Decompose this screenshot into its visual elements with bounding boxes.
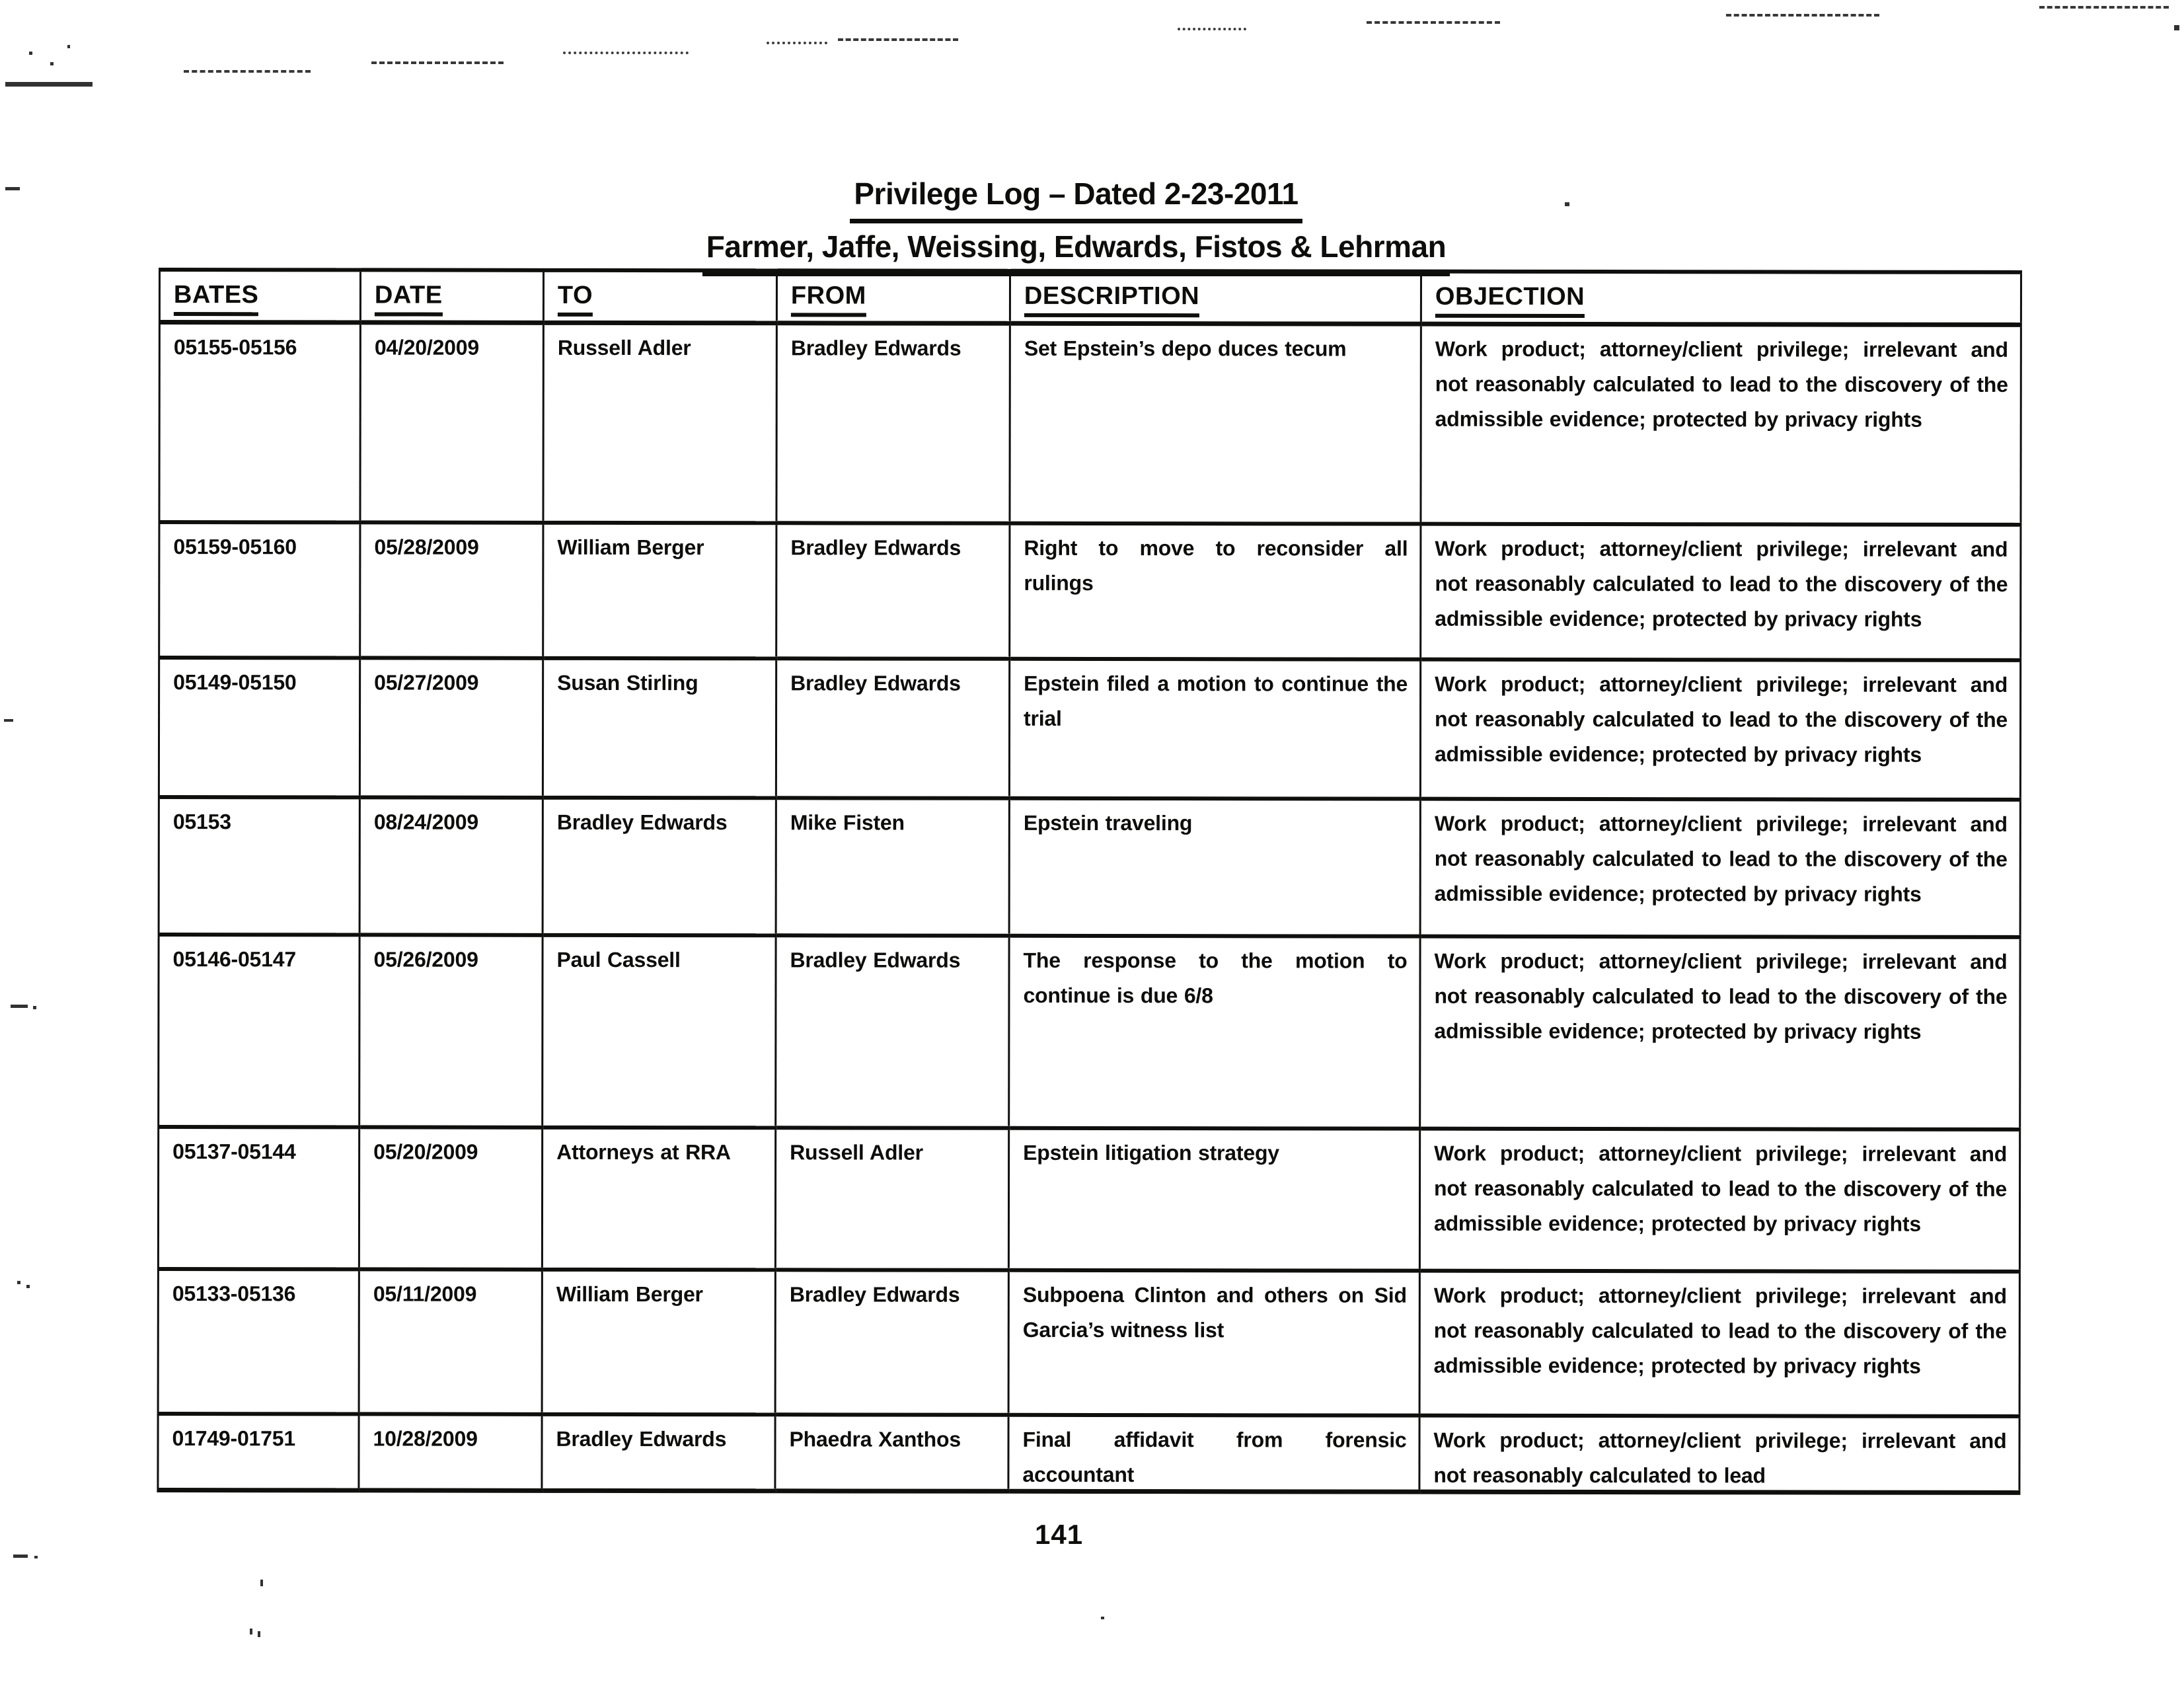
table-row xyxy=(158,1414,2019,1492)
cell-description xyxy=(1008,1415,1419,1492)
cell-to xyxy=(543,523,776,658)
cell-from xyxy=(776,658,1009,798)
cell-text-description: Final affidavit from forensic accountant xyxy=(1022,1427,1407,1487)
cell-text-from: Phaedra Xanthos xyxy=(789,1427,961,1451)
cell-text-to: Russell Adler xyxy=(557,335,691,360)
cell-objection xyxy=(1421,324,2021,525)
scan-artifact xyxy=(67,45,70,48)
cell-text-date: 05/28/2009 xyxy=(374,535,479,559)
table-row xyxy=(159,522,2021,660)
cell-text-description: Epstein filed a motion to continue the trial xyxy=(1024,671,1408,730)
cell-from xyxy=(776,935,1009,1128)
cell-description xyxy=(1009,798,1420,937)
cell-text-to: Bradley Edwards xyxy=(556,1426,727,1451)
scan-artifact xyxy=(2174,25,2179,30)
scan-artifact xyxy=(13,1555,28,1558)
cell-text-objection: Work product; attorney/client privilege; irrelevant and not reasonably calculated to lead to the discovery of the admissible evidence; protected by privacy rights xyxy=(1435,536,2008,631)
table-row xyxy=(158,1269,2019,1416)
scan-artifact xyxy=(5,82,93,87)
cell-description xyxy=(1009,936,1420,1129)
scan-artifact xyxy=(1367,21,1500,24)
cell-text-description: The response to the motion to continue is due 6/8 xyxy=(1023,948,1408,1008)
header-row xyxy=(159,270,2021,325)
cell-text-to: Bradley Edwards xyxy=(556,810,728,835)
cell-to xyxy=(542,1414,775,1491)
cell-date xyxy=(360,323,543,523)
table-row xyxy=(159,935,2020,1130)
table-row xyxy=(158,1127,2019,1272)
cell-from xyxy=(776,523,1010,658)
cell-text-date: 04/20/2009 xyxy=(374,335,480,360)
cell-objection xyxy=(1420,799,2020,937)
cell-objection xyxy=(1420,660,2020,800)
cell-text-from: Russell Adler xyxy=(790,1140,923,1165)
privilege-log-table xyxy=(157,268,2022,1495)
scan-artifact xyxy=(1726,14,1879,17)
cell-text-objection: Work product; attorney/client privilege; irrelevant and not reasonably calculated to lead to the discovery of the admissible evidence; protected by privacy rights xyxy=(1434,948,2008,1044)
cell-date xyxy=(359,1269,542,1414)
cell-objection xyxy=(1420,937,2020,1130)
cell-text-date: 05/26/2009 xyxy=(373,947,478,972)
cell-text-description: Right to move to reconsider all rulings xyxy=(1024,535,1408,595)
cell-from xyxy=(775,1414,1008,1491)
cell-text-bates: 05159-05160 xyxy=(173,535,297,559)
cell-text-objection: Work product; attorney/client privilege; irrelevant and not reasonably calculated to lead to the discovery of the admissible evidence; protected by privacy rights xyxy=(1433,1141,2008,1236)
cell-bates xyxy=(159,323,360,523)
cell-description xyxy=(1010,323,1421,523)
cell-objection xyxy=(1419,1271,2019,1416)
scan-artifact xyxy=(767,42,827,44)
cell-text-from: Mike Fisten xyxy=(790,810,905,835)
cell-text-date: 05/27/2009 xyxy=(374,670,479,695)
cell-text-objection: Work product; attorney/client privilege; irrelevant and not reasonably calculated to lead to the discovery of the admissible evidence; protected by privacy rights xyxy=(1434,811,2008,906)
cell-to xyxy=(542,1270,775,1414)
table-row xyxy=(159,797,2020,937)
column-header-date: DATE xyxy=(360,270,543,323)
cell-text-from: Bradley Edwards xyxy=(790,535,961,560)
cell-date xyxy=(359,1127,542,1269)
cell-text-to: Paul Cassell xyxy=(556,947,681,972)
scan-artifact xyxy=(50,62,54,65)
column-header-bates: BATES xyxy=(159,270,360,323)
cell-text-description: Epstein litigation strategy xyxy=(1023,1140,1279,1165)
cell-to xyxy=(543,658,776,798)
cell-text-bates: 05146-05147 xyxy=(172,947,297,972)
cell-text-objection: Work product; attorney/client privilege; irrelevant and not reasonably calculated to lead to the discovery of the admissible evidence; protected by privacy rights xyxy=(1434,672,2008,767)
cell-text-bates: 05149-05150 xyxy=(173,670,297,695)
cell-text-date: 05/11/2009 xyxy=(373,1282,477,1306)
cell-description xyxy=(1009,659,1420,799)
cell-objection xyxy=(1419,1129,2019,1272)
cell-description xyxy=(1008,1270,1419,1416)
cell-objection xyxy=(1419,1416,2019,1493)
cell-from xyxy=(776,323,1010,523)
table-row xyxy=(159,323,2021,525)
cell-text-to: Susan Stirling xyxy=(557,670,698,695)
cell-to xyxy=(543,323,776,523)
cell-from xyxy=(775,1128,1008,1270)
cell-text-from: Bradley Edwards xyxy=(790,948,961,972)
cell-text-description: Epstein traveling xyxy=(1023,810,1193,835)
scan-artifact xyxy=(1101,1617,1104,1619)
cell-text-date: 05/20/2009 xyxy=(373,1139,478,1164)
scan-artifact xyxy=(838,38,958,41)
document-title: Privilege Log – Dated 2-23-2011 xyxy=(850,171,1302,223)
scan-artifact xyxy=(371,61,504,64)
cell-text-description: Subpoena Clinton and others on Sid Garcia’s witness list xyxy=(1022,1282,1407,1342)
column-header-from: FROM xyxy=(776,270,1010,323)
scan-artifact xyxy=(5,187,20,190)
cell-date xyxy=(359,1414,542,1490)
cell-text-from: Bradley Edwards xyxy=(790,671,961,695)
scan-artifact xyxy=(26,1285,30,1288)
cell-text-date: 10/28/2009 xyxy=(373,1426,478,1451)
cell-date xyxy=(359,935,543,1127)
scan-artifact xyxy=(33,1006,36,1009)
scan-artifact xyxy=(4,719,13,722)
page-number: 141 xyxy=(1035,1519,1084,1550)
cell-bates xyxy=(159,935,359,1127)
scan-artifact xyxy=(34,1556,38,1558)
cell-description xyxy=(1010,523,1421,660)
cell-from xyxy=(776,798,1009,935)
cell-text-from: Bradley Edwards xyxy=(790,336,961,360)
cell-to xyxy=(543,935,776,1128)
column-header-description: DESCRIPTION xyxy=(1010,271,1421,324)
cell-from xyxy=(775,1270,1008,1414)
cell-bates xyxy=(158,1414,359,1490)
cell-text-bates: 05153 xyxy=(172,810,231,834)
cell-text-to: William Berger xyxy=(557,535,704,560)
scan-artifact xyxy=(260,1580,263,1586)
cell-text-from: Bradley Edwards xyxy=(789,1282,960,1307)
cell-to xyxy=(542,1128,775,1270)
scan-artifact xyxy=(258,1631,260,1637)
title-line-1-row xyxy=(145,171,2007,223)
cell-bates xyxy=(159,658,359,797)
cell-objection xyxy=(1421,524,2021,660)
scan-artifact xyxy=(2039,6,2169,9)
scan-artifact xyxy=(29,52,32,55)
cell-text-objection: Work product; attorney/client privilege; irrelevant and not reasonably calculated to lead xyxy=(1433,1428,2007,1488)
cell-bates xyxy=(158,1127,359,1269)
cell-bates xyxy=(158,1269,359,1414)
column-header-objection: OBJECTION xyxy=(1421,272,2021,325)
cell-text-bates: 05155-05156 xyxy=(173,335,297,360)
cell-date xyxy=(360,522,543,658)
cell-text-to: William Berger xyxy=(556,1282,703,1307)
cell-bates xyxy=(159,797,359,935)
cell-text-date: 08/24/2009 xyxy=(373,810,479,834)
cell-description xyxy=(1008,1128,1419,1271)
scan-artifact xyxy=(17,1281,20,1284)
scan-artifact xyxy=(250,1629,252,1634)
cell-date xyxy=(359,658,543,797)
scan-artifact xyxy=(11,1005,28,1008)
cell-text-objection: Work product; attorney/client privilege; irrelevant and not reasonably calculated to lead to the discovery of the admissible evidence; protected by privacy rights xyxy=(1435,336,2008,432)
cell-text-description: Set Epstein’s depo duces tecum xyxy=(1024,336,1347,361)
cell-bates xyxy=(159,522,360,658)
cell-date xyxy=(359,797,543,935)
cell-text-bates: 01749-01751 xyxy=(172,1426,295,1451)
law-firm-name: Farmer, Jaffe, Weissing, Edwards, Fistos & Lehrman xyxy=(702,223,1450,276)
scan-artifact xyxy=(1178,28,1246,30)
cell-to xyxy=(543,798,776,935)
scan-artifact xyxy=(563,52,689,54)
scan-artifact xyxy=(184,70,311,73)
column-header-to: TO xyxy=(543,270,776,323)
document-title-block xyxy=(145,171,2007,276)
cell-text-to: Attorneys at RRA xyxy=(556,1139,731,1165)
table-row xyxy=(159,658,2020,800)
cell-text-bates: 05137-05144 xyxy=(172,1139,296,1164)
cell-text-objection: Work product; attorney/client privilege; irrelevant and not reasonably calculated to lead to the discovery of the admissible evidence; protected by privacy rights xyxy=(1433,1283,2007,1378)
cell-text-bates: 05133-05136 xyxy=(172,1282,296,1306)
